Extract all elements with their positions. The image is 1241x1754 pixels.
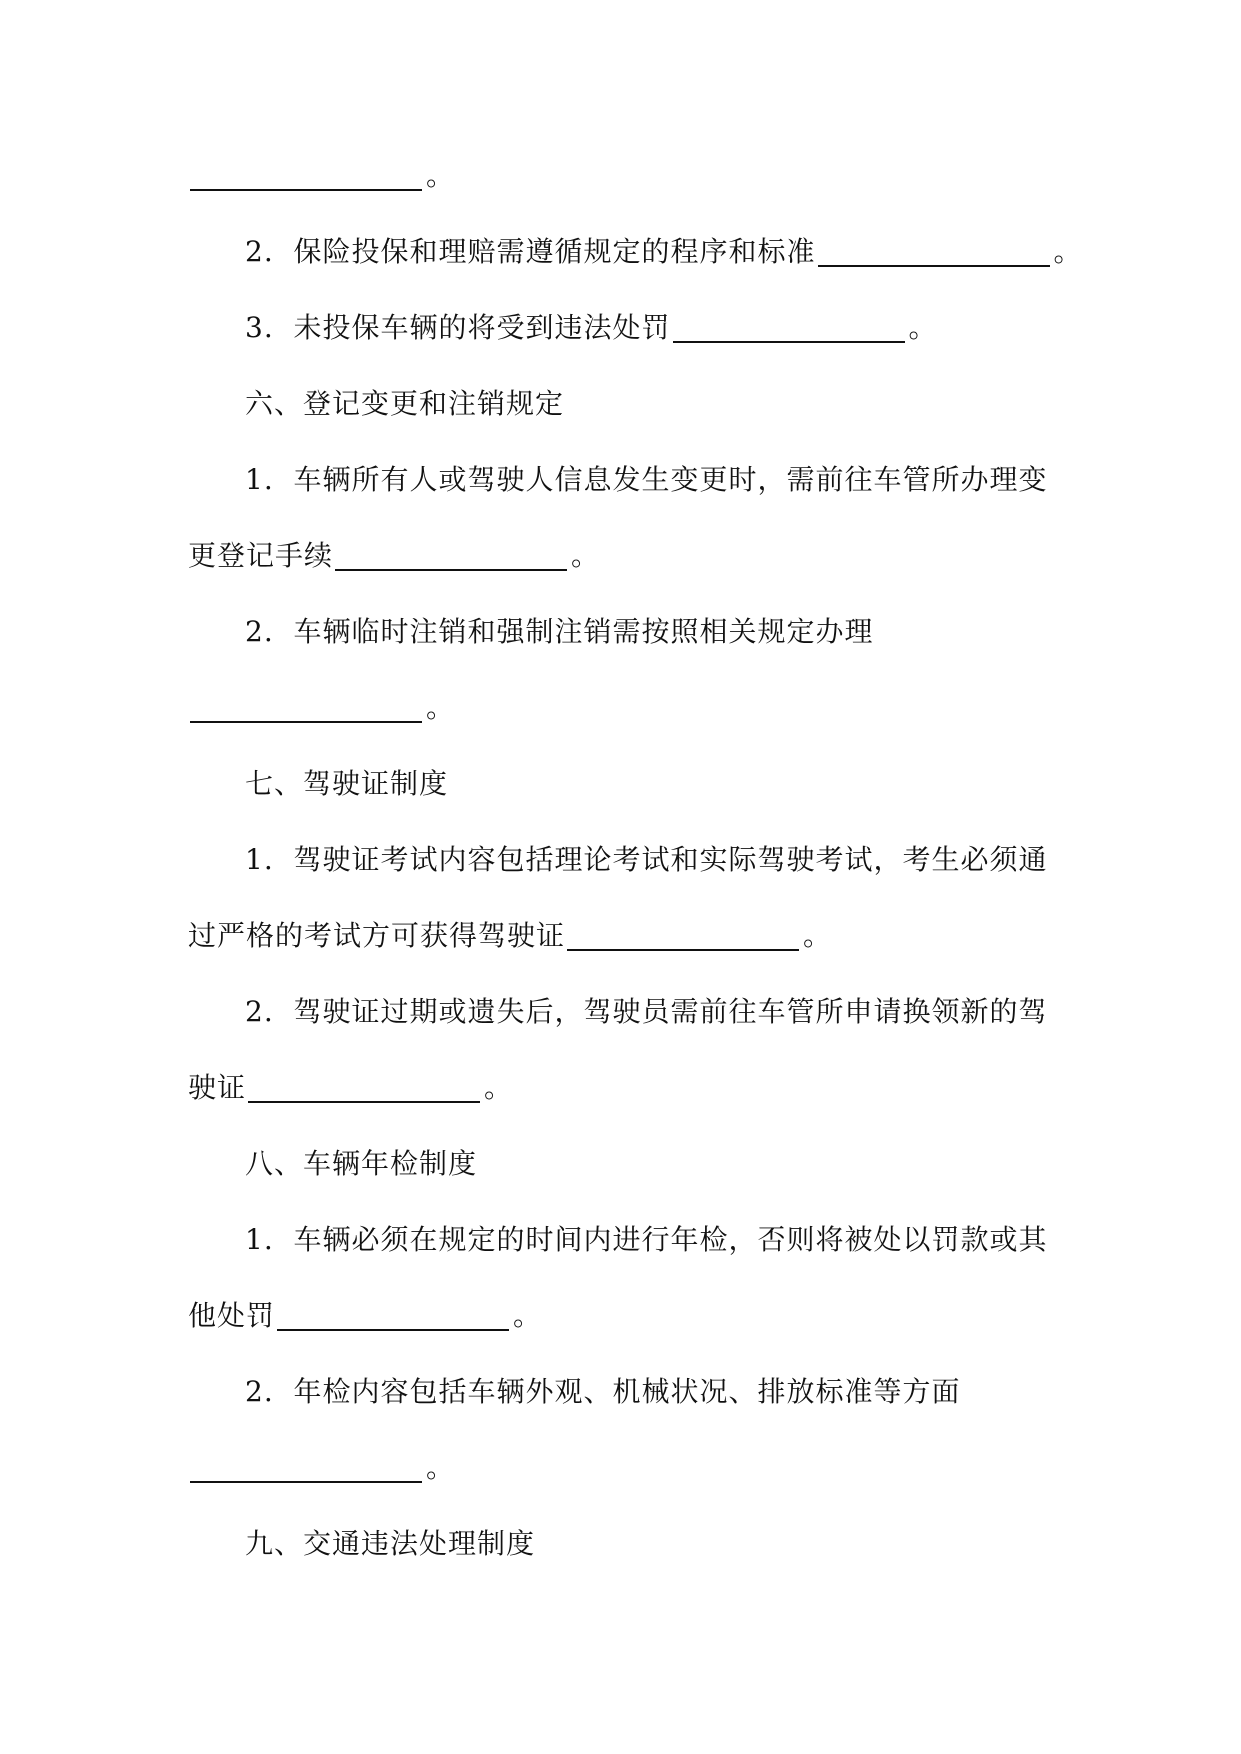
fill-in-blank xyxy=(277,1329,509,1331)
item-text: 驾驶证过期或遗失后，驾驶员需前往车管所申请换领新的驾 xyxy=(293,995,1048,1028)
item-text: 驶证 xyxy=(188,1071,247,1104)
item-text: 过严格的考试方可获得驾驶证 xyxy=(188,919,566,952)
section-heading: 六、登记变更和注销规定 xyxy=(245,387,565,420)
list-item xyxy=(188,1354,1068,1430)
period: 。 xyxy=(513,1299,543,1332)
section-heading: 九、交通违法处理制度 xyxy=(245,1527,536,1560)
fill-in-blank xyxy=(190,1481,422,1483)
item-text: 更登记手续 xyxy=(188,539,334,572)
period: 。 xyxy=(1053,235,1083,268)
list-item xyxy=(188,1202,1068,1278)
list-item xyxy=(188,442,1068,518)
period: 。 xyxy=(426,1451,456,1484)
paragraph-continuation xyxy=(188,518,1068,594)
period: 。 xyxy=(484,1071,514,1104)
section-heading: 八、车辆年检制度 xyxy=(245,1147,478,1180)
item-text: 未投保车辆的将受到违法处罚 xyxy=(293,311,671,344)
item-number: 2. xyxy=(245,995,274,1028)
list-item xyxy=(188,290,1068,366)
item-text: 车辆临时注销和强制注销需按照相关规定办理 xyxy=(293,615,874,648)
list-item xyxy=(188,974,1068,1050)
fill-in-blank xyxy=(673,341,905,343)
item-number: 2. xyxy=(245,1375,274,1408)
item-text: 年检内容包括车辆外观、机械状况、排放标准等方面 xyxy=(293,1375,961,1408)
list-item xyxy=(188,594,1068,670)
fill-in-blank xyxy=(818,265,1050,267)
paragraph-continuation xyxy=(188,138,1068,214)
section-heading: 七、驾驶证制度 xyxy=(245,767,449,800)
item-text: 车辆所有人或驾驶人信息发生变更时，需前往车管所办理变 xyxy=(293,463,1048,496)
item-number: 2. xyxy=(245,235,274,268)
item-number: 2. xyxy=(245,615,274,648)
item-text: 他处罚 xyxy=(188,1299,276,1332)
item-number: 1. xyxy=(245,843,274,876)
paragraph-continuation xyxy=(188,670,1068,746)
period: 。 xyxy=(426,159,456,192)
list-item xyxy=(188,822,1068,898)
item-number: 1. xyxy=(245,1223,274,1256)
period: 。 xyxy=(803,919,833,952)
item-text: 车辆必须在规定的时间内进行年检，否则将被处以罚款或其 xyxy=(293,1223,1048,1256)
fill-in-blank xyxy=(335,569,567,571)
item-number: 1. xyxy=(245,463,274,496)
fill-in-blank xyxy=(190,721,422,723)
paragraph-continuation xyxy=(188,898,1068,974)
period: 。 xyxy=(426,691,456,724)
paragraph-continuation xyxy=(188,1050,1068,1126)
period: 。 xyxy=(571,539,601,572)
list-item xyxy=(188,214,1083,290)
fill-in-blank xyxy=(190,189,422,191)
document-body xyxy=(188,138,1083,1582)
period: 。 xyxy=(908,311,938,344)
fill-in-blank xyxy=(248,1101,480,1103)
item-text: 驾驶证考试内容包括理论考试和实际驾驶考试，考生必须通 xyxy=(293,843,1048,876)
paragraph-continuation xyxy=(188,1278,1068,1354)
item-text: 保险投保和理赔需遵循规定的程序和标准 xyxy=(293,235,816,268)
paragraph-continuation xyxy=(188,1430,1068,1506)
item-number: 3. xyxy=(245,311,274,344)
fill-in-blank xyxy=(567,949,799,951)
